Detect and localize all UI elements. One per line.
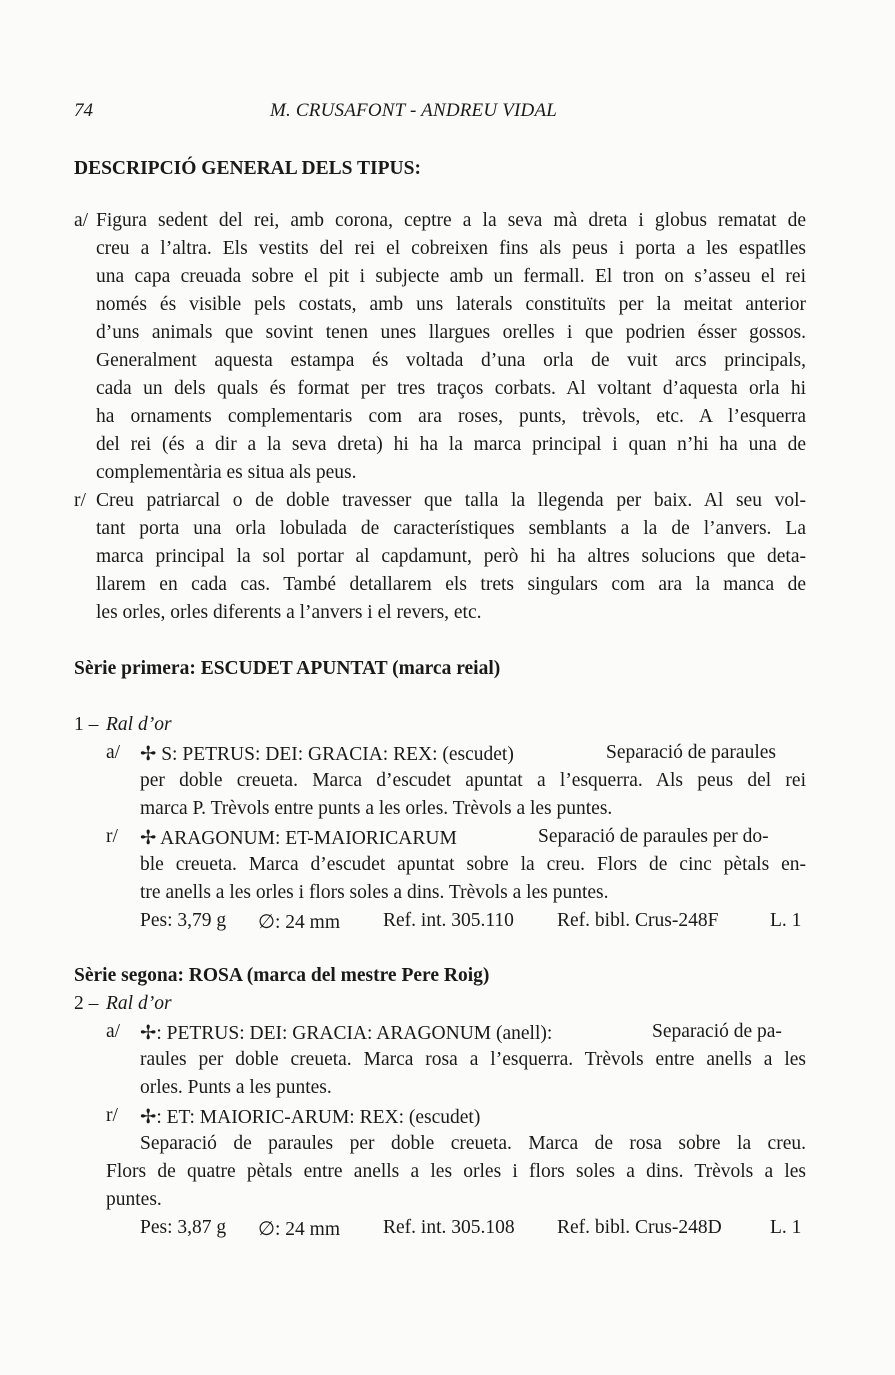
item-2-obverse-legend: ✢: PETRUS: DEI: GRACIA: ARAGONUM (anell): bbox=[140, 1023, 553, 1044]
text-line: Separació de pa- bbox=[652, 1021, 782, 1042]
running-title: M. CRUSAFONT - ANDREU VIDAL bbox=[270, 100, 558, 121]
item-1-obverse-marker: a/ bbox=[106, 742, 121, 763]
text-line: només és visible pels costats, amb uns laterals constituïts per la meitat anterior bbox=[96, 294, 806, 315]
item-2-name: Ral d’or bbox=[106, 993, 172, 1014]
ref-bibl: Ref. bibl. Crus-248D bbox=[557, 1217, 722, 1238]
reverse-marker: r/ bbox=[74, 490, 86, 511]
item-2-number: 2 – bbox=[74, 993, 99, 1014]
text-line: raules per doble creueta. Marca rosa a l’esquerra. Trèvols entre anells a les bbox=[140, 1049, 806, 1070]
text-line: ble creueta. Marca d’escudet apuntat sobre la creu. Flors de cinc pètals en- bbox=[140, 854, 806, 875]
text-line: Generalment aquesta estampa és voltada d’una orla de vuit arcs principals, bbox=[96, 350, 806, 371]
plate-number: L. 1 bbox=[770, 910, 802, 931]
text-line: del rei (és a dir a la seva dreta) hi ha la marca principal i quan n’hi ha una de bbox=[96, 434, 806, 455]
text-line: cada un dels quals és format per tres traços corbats. Al voltant d’aquesta orla hi bbox=[96, 378, 806, 399]
item-1-number: 1 – bbox=[74, 714, 99, 735]
text-line: les orles, orles diferents a l’anvers i el revers, etc. bbox=[96, 602, 482, 623]
text-line: Creu patriarcal o de doble travesser que talla la llegenda per baix. Al seu vol- bbox=[96, 490, 806, 511]
item-1-name: Ral d’or bbox=[106, 714, 172, 735]
series-1-title: Sèrie primera: ESCUDET APUNTAT (marca reial) bbox=[74, 658, 501, 679]
text-line: Flors de quatre pètals entre anells a les orles i flors soles a dins. Trèvols a les bbox=[106, 1161, 806, 1182]
text-line: d’uns animals que sovint tenen unes llargues orelles i que podrien ésser gossos. bbox=[96, 322, 806, 343]
text-line: una capa creuada sobre el pit i subjecte amb un fermall. El tron on s’asseu el rei bbox=[96, 266, 806, 287]
obverse-marker: a/ bbox=[74, 210, 89, 231]
diameter: ∅: 24 mm bbox=[258, 1219, 340, 1240]
text-line: creu a l’altra. Els vestits del rei el cobreixen fins als peus i porta a les espatlles bbox=[96, 238, 806, 259]
weight: Pes: 3,79 g bbox=[140, 910, 227, 931]
ref-int: Ref. int. 305.110 bbox=[383, 910, 514, 931]
item-1-obverse-legend: ✢ S: PETRUS: DEI: GRACIA: REX: (escudet) bbox=[140, 744, 514, 765]
weight: Pes: 3,87 g bbox=[140, 1217, 227, 1238]
text-line: Figura sedent del rei, amb corona, ceptre a la seva mà dreta i globus rematat de bbox=[96, 210, 806, 231]
item-2-reverse-legend: ✢: ET: MAIORIC-ARUM: REX: (escudet) bbox=[140, 1107, 481, 1128]
text-line: Separació de paraules per doble creueta. Marca de rosa sobre la creu. bbox=[140, 1133, 806, 1154]
section-title: DESCRIPCIÓ GENERAL DELS TIPUS: bbox=[74, 158, 421, 179]
text-line: marca principal la sol portar al capdamunt, però hi ha altres solucions que deta- bbox=[96, 546, 806, 567]
item-2-reverse-marker: r/ bbox=[106, 1105, 118, 1126]
text-line: llarem en cada cas. També detallarem els trets singulars com ara la manca de bbox=[96, 574, 806, 595]
text-line: tre anells a les orles i flors soles a dins. Trèvols a les puntes. bbox=[140, 882, 609, 903]
text-line: Separació de paraules per do- bbox=[538, 826, 769, 847]
page-number: 74 bbox=[74, 100, 93, 121]
text-line: puntes. bbox=[106, 1189, 162, 1210]
text-line: per doble creueta. Marca d’escudet apuntat a l’esquerra. Als peus del rei bbox=[140, 770, 806, 791]
ref-bibl: Ref. bibl. Crus-248F bbox=[557, 910, 719, 931]
text-line: tant porta una orla lobulada de característiques semblants a la de l’anvers. La bbox=[96, 518, 806, 539]
text-line: orles. Punts a les puntes. bbox=[140, 1077, 332, 1098]
text-line: complementària es situa als peus. bbox=[96, 462, 357, 483]
series-2-title: Sèrie segona: ROSA (marca del mestre Pere Roig) bbox=[74, 965, 490, 986]
diameter: ∅: 24 mm bbox=[258, 912, 340, 933]
text-line: Separació de paraules bbox=[606, 742, 776, 763]
ref-int: Ref. int. 305.108 bbox=[383, 1217, 515, 1238]
item-2-obverse-marker: a/ bbox=[106, 1021, 121, 1042]
text-line: marca P. Trèvols entre punts a les orles. Trèvols a les puntes. bbox=[140, 798, 613, 819]
item-1-reverse-marker: r/ bbox=[106, 826, 118, 847]
text-line: ha ornaments complementaris com ara roses, punts, trèvols, etc. A l’esquerra bbox=[96, 406, 806, 427]
item-1-reverse-legend: ✢ ARAGONUM: ET-MAIORICARUM bbox=[140, 828, 457, 849]
plate-number: L. 1 bbox=[770, 1217, 802, 1238]
